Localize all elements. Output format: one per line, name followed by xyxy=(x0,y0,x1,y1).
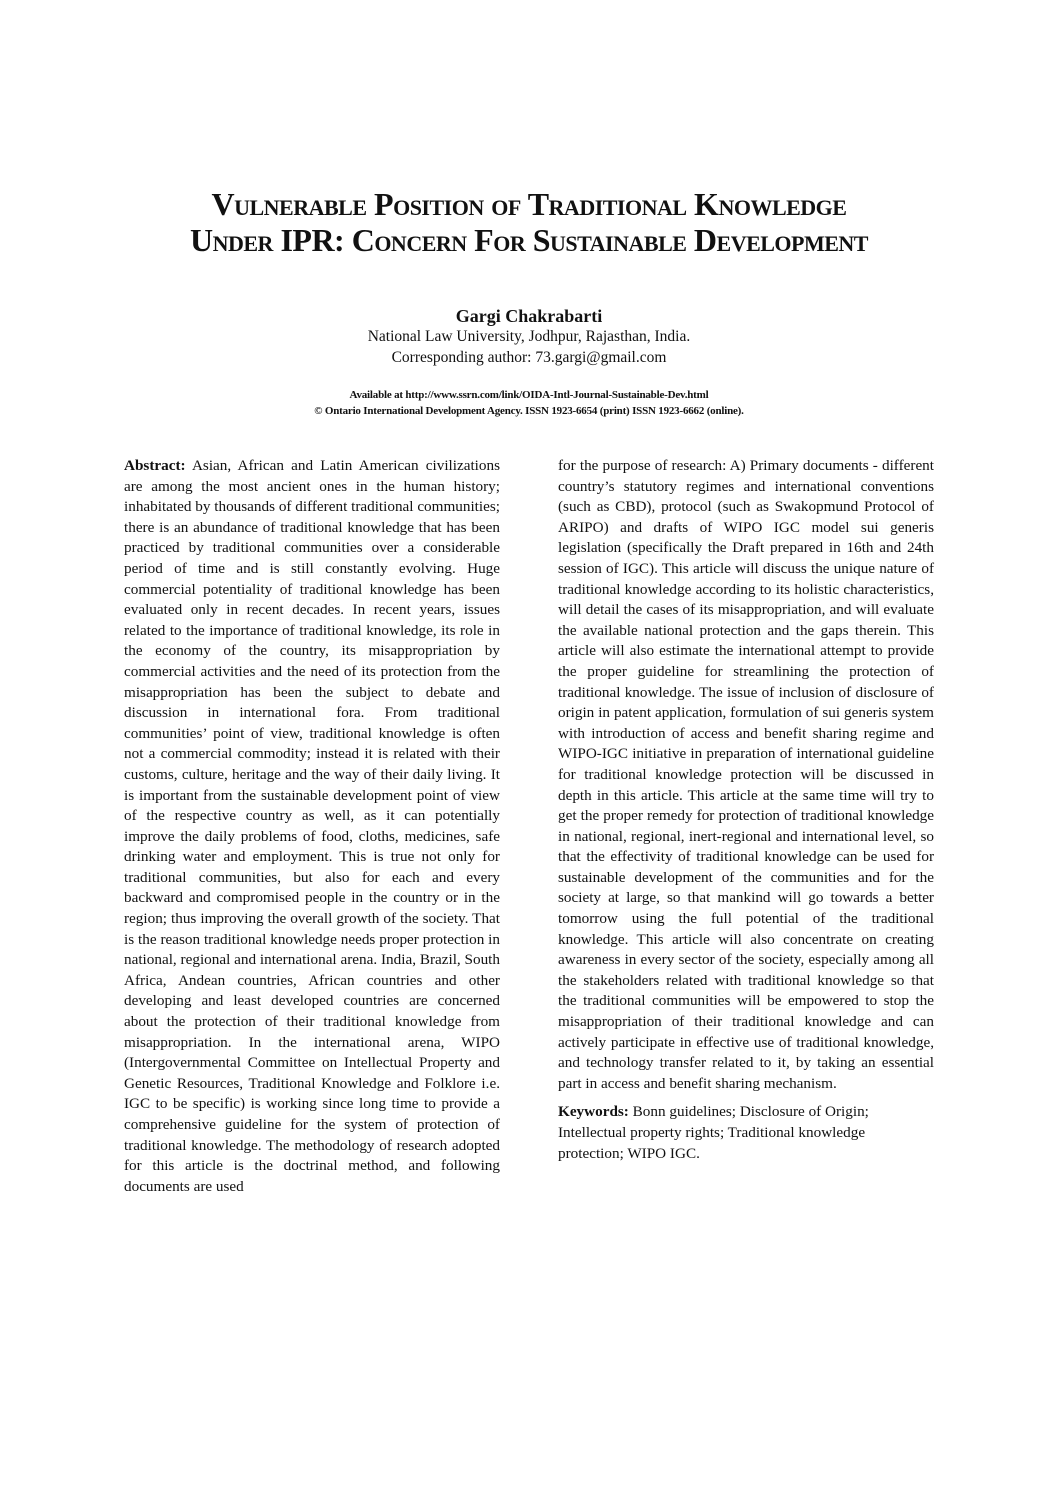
availability-link: Available at http://www.ssrn.com/link/OIDA-Intl-Journal-Sustainable-Dev.html xyxy=(349,389,709,401)
availability-block xyxy=(0,387,1058,419)
keywords-paragraph xyxy=(558,1102,934,1164)
abstract-paragraph xyxy=(124,456,500,1197)
keywords-text: Bonn guidelines; Disclosure of Origin; Intellectual property rights; Traditional knowledge protection; WIPO IGC. xyxy=(558,1103,869,1162)
author-affiliation-block xyxy=(0,326,1058,368)
title-line-1: Vulnerable Position of Traditional Knowledge xyxy=(211,186,847,222)
abstract-column-right xyxy=(558,456,934,1164)
abstract-column-left xyxy=(124,456,500,1197)
paper-title xyxy=(0,186,1058,258)
author-affiliation: National Law University, Jodhpur, Rajasthan, India. xyxy=(367,328,691,345)
abstract-text-right: for the purpose of research: A) Primary documents - different country’s statutory regimes and international conventions (such as CBD), protocol (such as Swakopmund Protocol of ARIPO) and drafts of WIPO IGC model sui generis legislation (specifically the Draft prepared in 16th and 24th session of IGC). This article will discuss the unique nature of traditional knowledge according to its holistic characteristics, will detail the cases of its misappropriation, and will evaluate the available national protection and the gaps therein. This article will also estimate the international attempt to provide the proper guideline for streamlining the protection of traditional knowledge. The issue of inclusion of disclosure of origin in patent application, formulation of sui generis system with introduction of access and benefit sharing regime and WIPO-IGC initiative in preparation of international guideline for traditional knowledge protection will be discussed in depth in this article. This article at the same time will try to get the proper remedy for protection of traditional knowledge in national, regional, inert-regional and international level, so that the effectivity of traditional knowledge can be used for sustainable development of the communities and for the society at large, so that mankind will go towards a better tomorrow using the full potential of the traditional knowledge. This article will also concentrate on creating awareness in every sector of the society, especially among all the stakeholders related with traditional knowledge so that the traditional communities will be empowered to stop the misappropriation of their traditional knowledge and can actively participate in effective use of traditional knowledge, and technology transfer related to it, by taking an essential part in access and benefit sharing mechanism. xyxy=(558,457,934,1092)
title-line-2: Under IPR: Concern For Sustainable Development xyxy=(190,222,868,258)
abstract-text-left: Asian, African and Latin American civilizations are among the most ancient ones in the human history; inhabitated by thousands of different traditional communities; there is an abundance of traditional knowledge that has been practiced by traditional communities over a considerable period of time and is still constantly evolving. Huge commercial potentiality of traditional knowledge has been evaluated only in recent decades. In recent years, issues related to the importance of traditional knowledge, its role in the economy of the country, its misappropriation by commercial activities and the need of its protection from the misappropriation has been the subject to debate and discussion in international fora. From traditional communities’ point of view, traditional knowledge is often not a commercial commodity; instead it is related with their customs, culture, heritage and the way of their daily living. It is important from the sustainable development point of view of the respective country as well, as it can potentially improve the daily problems of food, cloths, medicines, safe drinking water and employment. This is true not only for traditional communities, but also for each and every backward and compromised people in the country or in the region; thus improving the overall growth of the society. That is the reason traditional knowledge needs proper protection in national, regional and international arena. India, Brazil, South Africa, Andean countries, African countries and other developing and least developed countries are concerned about the protection of their traditional knowledge from misappropriation. In the international arena, WIPO (Intergovernmental Committee on Intellectual Property and Genetic Resources, Traditional Knowledge and Folklore i.e. IGC to be specific) is working since long time to provide a comprehensive guideline for the system of protection of traditional knowledge. The methodology of research adopted for this article is the doctrinal method, and following documents are used xyxy=(124,457,500,1195)
copyright-issn: © Ontario International Development Agency. ISSN 1923-6654 (print) ISSN 1923-6662 (online). xyxy=(314,405,744,417)
abstract-label: Abstract: xyxy=(124,457,186,474)
author-name: Gargi Chakrabarti xyxy=(455,306,603,326)
corresponding-author: Corresponding author: 73.gargi@gmail.com xyxy=(391,349,667,366)
keywords-label: Keywords: xyxy=(558,1103,629,1121)
